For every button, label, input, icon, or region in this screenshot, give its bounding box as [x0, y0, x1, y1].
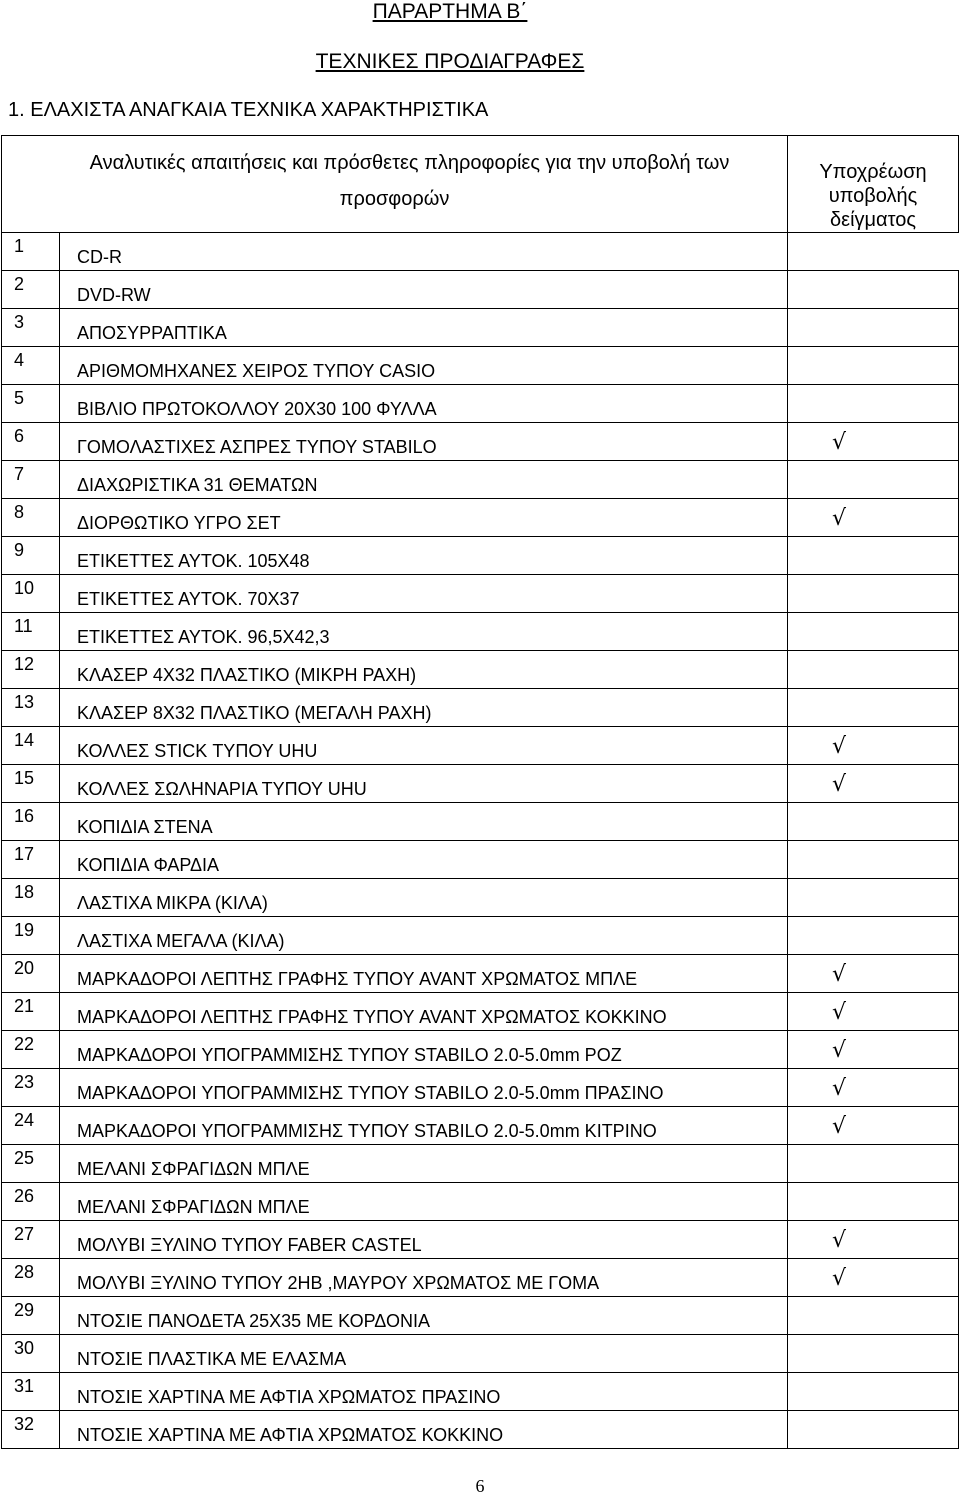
- table-row: [2, 993, 959, 1031]
- table-row: [2, 917, 959, 955]
- row-number-cell: [2, 309, 60, 347]
- row-description-cell: [60, 1335, 788, 1373]
- row-description-cell: [60, 1373, 788, 1411]
- row-number: 15: [14, 768, 35, 788]
- row-description: ΚΟΛΛΕΣ ΣΩΛΗΝΑΡΙΑ ΤΥΠΟΥ UHU: [77, 779, 367, 799]
- row-description-cell: [60, 841, 788, 879]
- row-sample-cell: [788, 1335, 959, 1373]
- row-number: 27: [14, 1224, 35, 1244]
- row-number-cell: [2, 1335, 60, 1373]
- row-sample-cell: [788, 1259, 959, 1297]
- row-description-cell: [60, 993, 788, 1031]
- row-number-cell: [2, 841, 60, 879]
- header-sample-required-label: Υποχρέωση υποβολής δείγματος: [819, 161, 927, 231]
- row-number-cell: [2, 1259, 60, 1297]
- header-description-line2: προσφορών: [339, 188, 450, 210]
- header-description-line1: Αναλυτικές απαιτήσεις και πρόσθετες πληροφορίες για την υποβολή των: [89, 152, 730, 174]
- table-row: [2, 613, 959, 651]
- row-number-cell: [2, 1221, 60, 1259]
- row-number-cell: [2, 1069, 60, 1107]
- row-description-cell: [60, 803, 788, 841]
- row-description: ΝΤΟΣΙΕ ΧΑΡΤΙΝΑ ΜΕ ΑΦΤΙΑ ΧΡΩΜΑΤΟΣ ΠΡΑΣΙΝΟ: [77, 1387, 501, 1407]
- row-description: ΝΤΟΣΙΕ ΠΑΝΟΔΕΤΑ 25Χ35 ΜΕ ΚΟΡΔΟΝΙΑ: [77, 1311, 430, 1331]
- row-sample-cell: [788, 1183, 959, 1221]
- row-description: ΜΑΡΚΑΔΟΡΟΙ ΛΕΠΤΗΣ ΓΡΑΦΗΣ ΤΥΠΟΥ AVANT ΧΡΩΜΑΤΟΣ ΜΠΛΕ: [77, 969, 638, 989]
- row-description-cell: [60, 1183, 788, 1221]
- row-number: 3: [14, 312, 25, 332]
- row-description-cell: [60, 575, 788, 613]
- row-description: ΕΤΙΚΕΤΤΕΣ ΑΥΤΟΚ. 70Χ37: [77, 589, 300, 609]
- table-row: [2, 461, 959, 499]
- table-row: [2, 347, 959, 385]
- table-row: [2, 1221, 959, 1259]
- table-row: [2, 879, 959, 917]
- table-row: [2, 1259, 959, 1297]
- row-description-cell: [60, 347, 788, 385]
- check-mark-icon: √: [832, 771, 847, 797]
- row-description: ΑΠΟΣΥΡΡΑΠΤΙΚΑ: [77, 323, 227, 343]
- table-row: [2, 1145, 959, 1183]
- check-mark-icon: √: [832, 505, 847, 531]
- row-description-cell: [60, 917, 788, 955]
- row-description: ΔΙΑΧΩΡΙΣΤΙΚΑ 31 ΘΕΜΑΤΩΝ: [77, 475, 318, 495]
- table-row: [2, 1183, 959, 1221]
- row-number: 25: [14, 1148, 35, 1168]
- row-sample-cell: [788, 917, 959, 955]
- table-row: [2, 841, 959, 879]
- row-sample-cell: [788, 1221, 959, 1259]
- table-body: [2, 233, 959, 1449]
- row-number: 22: [14, 1034, 35, 1054]
- table-row: [2, 689, 959, 727]
- row-description: ΜΕΛΑΝΙ ΣΦΡΑΓΙΔΩΝ ΜΠΛΕ: [77, 1197, 310, 1217]
- row-description: ΓΟΜΟΛΑΣΤΙΧΕΣ ΑΣΠΡΕΣ ΤΥΠΟΥ STABILO: [77, 437, 437, 457]
- row-description: ΚΟΠΙΔΙΑ ΣΤΕΝΑ: [77, 817, 213, 837]
- row-sample-cell: [788, 765, 959, 803]
- table-row: [2, 1031, 959, 1069]
- row-sample-cell: [788, 1411, 959, 1449]
- row-number: 7: [14, 464, 25, 484]
- row-number: 24: [14, 1110, 35, 1130]
- row-number: 31: [14, 1376, 35, 1396]
- row-number: 10: [14, 578, 35, 598]
- table-row: [2, 651, 959, 689]
- row-number-cell: [2, 613, 60, 651]
- row-description-cell: [60, 1221, 788, 1259]
- row-description-cell: [60, 689, 788, 727]
- row-description-cell: [60, 385, 788, 423]
- row-description-cell: [60, 651, 788, 689]
- row-description-cell: [60, 537, 788, 575]
- row-number-cell: [2, 1145, 60, 1183]
- annex-title: ΠΑΡΑΡΤΗΜΑ Β΄: [372, 0, 528, 23]
- section-title: 1. ΕΛΑΧΙΣΤΑ ΑΝΑΓΚΑΙΑ ΤΕΧΝΙΚΑ ΧΑΡΑΚΤΗΡΙΣΤΙΚΑ: [8, 99, 489, 121]
- row-sample-cell: [788, 841, 959, 879]
- row-number: 11: [14, 616, 33, 636]
- row-number: 32: [14, 1414, 35, 1434]
- row-description-cell: [60, 727, 788, 765]
- table-row: [2, 271, 959, 309]
- row-number: 18: [14, 882, 35, 902]
- row-description-cell: [60, 271, 788, 309]
- header-description: [2, 136, 788, 233]
- row-number-cell: [2, 727, 60, 765]
- check-mark-icon: √: [832, 733, 847, 759]
- row-description-cell: [60, 423, 788, 461]
- row-description-cell: [60, 879, 788, 917]
- row-number: 9: [14, 540, 25, 560]
- row-number: 8: [14, 502, 25, 522]
- table-row: [2, 385, 959, 423]
- row-number: 17: [14, 844, 35, 864]
- row-description: ΚΛΑΣΕΡ 8Χ32 ΠΛΑΣΤΙΚΟ (ΜΕΓΑΛΗ ΡΑΧΗ): [77, 703, 432, 723]
- row-description-cell: [60, 1069, 788, 1107]
- spec-title: ΤΕΧΝΙΚΕΣ ΠΡΟΔΙΑΓΡΑΦΕΣ: [315, 50, 585, 73]
- row-number-cell: [2, 1297, 60, 1335]
- row-number-cell: [2, 499, 60, 537]
- row-number-cell: [2, 461, 60, 499]
- row-number-cell: [2, 689, 60, 727]
- row-number: 28: [14, 1262, 35, 1282]
- check-mark-icon: √: [832, 429, 847, 455]
- row-description: DVD-RW: [77, 285, 151, 305]
- row-number-cell: [2, 575, 60, 613]
- check-mark-icon: √: [832, 1037, 847, 1063]
- row-description: ΜΑΡΚΑΔΟΡΟΙ ΥΠΟΓΡΑΜΜΙΣΗΣ ΤΥΠΟΥ STABILO 2.0-5.0mm ΚΙΤΡΙΝΟ: [77, 1121, 657, 1141]
- row-number: 12: [14, 654, 35, 674]
- row-description: ΚΟΛΛΕΣ STICK ΤΥΠΟΥ UHU: [77, 741, 318, 761]
- table-row: [2, 499, 959, 537]
- row-number: 14: [14, 730, 35, 750]
- row-description-cell: [60, 765, 788, 803]
- row-description-cell: [60, 1031, 788, 1069]
- row-number: 5: [14, 388, 25, 408]
- row-sample-cell: [788, 423, 959, 461]
- row-number: 30: [14, 1338, 35, 1358]
- row-number-cell: [2, 993, 60, 1031]
- row-number: 6: [14, 426, 25, 446]
- table-row: [2, 423, 959, 461]
- row-description: ΕΤΙΚΕΤΤΕΣ ΑΥΤΟΚ. 96,5Χ42,3: [77, 627, 330, 647]
- row-sample-cell: [788, 309, 959, 347]
- row-description: CD-R: [77, 247, 122, 267]
- page-number: 6: [475, 1476, 485, 1496]
- row-sample-cell: [788, 727, 959, 765]
- row-description-cell: [60, 1107, 788, 1145]
- row-description: ΜΑΡΚΑΔΟΡΟΙ ΥΠΟΓΡΑΜΜΙΣΗΣ ΤΥΠΟΥ STABILO 2.0-5.0mm ΠΡΑΣΙΝΟ: [77, 1083, 664, 1103]
- table-row: [2, 727, 959, 765]
- row-description: ΛΑΣΤΙΧΑ ΜΕΓΑΛΑ (ΚΙΛΑ): [77, 931, 285, 951]
- row-sample-cell: [788, 271, 959, 309]
- row-number-cell: [2, 879, 60, 917]
- row-sample-cell: [788, 385, 959, 423]
- table-row: [2, 575, 959, 613]
- table-row: [2, 1297, 959, 1335]
- row-sample-cell: [788, 1373, 959, 1411]
- check-mark-icon: √: [832, 999, 847, 1025]
- row-sample-cell: [788, 1031, 959, 1069]
- row-description: ΚΛΑΣΕΡ 4Χ32 ΠΛΑΣΤΙΚΟ (ΜΙΚΡΗ ΡΑΧΗ): [77, 665, 417, 685]
- row-number-cell: [2, 347, 60, 385]
- table-row: [2, 1335, 959, 1373]
- row-number-cell: [2, 385, 60, 423]
- row-number-cell: [2, 1373, 60, 1411]
- row-sample-cell: [788, 879, 959, 917]
- row-sample-cell: [788, 1069, 959, 1107]
- row-description: ΔΙΟΡΘΩΤΙΚΟ ΥΓΡΟ ΣΕΤ: [77, 513, 281, 533]
- table-row: [2, 1373, 959, 1411]
- table-row: [2, 1411, 959, 1449]
- row-number: 16: [14, 806, 35, 826]
- table-row: [2, 1069, 959, 1107]
- row-description: ΝΤΟΣΙΕ ΧΑΡΤΙΝΑ ΜΕ ΑΦΤΙΑ ΧΡΩΜΑΤΟΣ ΚΟΚΚΙΝΟ: [77, 1425, 504, 1445]
- row-description: ΜΟΛΥΒΙ ΞΥΛΙΝΟ ΤΥΠΟΥ 2HB ,ΜΑΥΡΟΥ ΧΡΩΜΑΤΟΣ ΜΕ ΓΟΜΑ: [77, 1273, 600, 1293]
- row-number: 29: [14, 1300, 35, 1320]
- row-number-cell: [2, 1411, 60, 1449]
- table-row: [2, 537, 959, 575]
- row-number: 2: [14, 274, 25, 294]
- row-description-cell: [60, 1297, 788, 1335]
- row-number: 20: [14, 958, 35, 978]
- table-row: [2, 309, 959, 347]
- row-description-cell: [60, 309, 788, 347]
- row-sample-cell: [788, 651, 959, 689]
- row-number-cell: [2, 233, 60, 271]
- row-description: ΛΑΣΤΙΧΑ ΜΙΚΡΑ (ΚΙΛΑ): [77, 893, 268, 913]
- row-description: ΒΙΒΛΙΟ ΠΡΩΤΟΚΟΛΛΟΥ 20Χ30 100 ΦΥΛΛΑ: [77, 399, 437, 419]
- row-sample-cell: [788, 461, 959, 499]
- table-row: [2, 1107, 959, 1145]
- row-description-cell: [60, 613, 788, 651]
- check-mark-icon: √: [832, 961, 847, 987]
- row-sample-cell: [788, 613, 959, 651]
- row-sample-cell: [788, 1107, 959, 1145]
- row-number: 23: [14, 1072, 35, 1092]
- row-number: 1: [14, 236, 25, 256]
- row-sample-cell: [788, 347, 959, 385]
- row-number-cell: [2, 423, 60, 461]
- row-number-cell: [2, 917, 60, 955]
- table-header-row: [2, 136, 959, 233]
- row-description-cell: [60, 233, 788, 271]
- row-number-cell: [2, 955, 60, 993]
- row-description: ΜΕΛΑΝΙ ΣΦΡΑΓΙΔΩΝ ΜΠΛΕ: [77, 1159, 310, 1179]
- specs-table: [1, 135, 959, 1449]
- row-description: ΕΤΙΚΕΤΤΕΣ ΑΥΤΟΚ. 105Χ48: [77, 551, 310, 571]
- row-description: ΑΡΙΘΜΟΜΗΧΑΝΕΣ ΧΕΙΡΟΣ ΤΥΠΟΥ CASIO: [77, 361, 436, 381]
- table-row: [2, 765, 959, 803]
- row-number-cell: [2, 537, 60, 575]
- row-description: ΜΑΡΚΑΔΟΡΟΙ ΛΕΠΤΗΣ ΓΡΑΦΗΣ ΤΥΠΟΥ AVANT ΧΡΩΜΑΤΟΣ ΚΟΚΚΙΝΟ: [77, 1007, 667, 1027]
- table-row: [2, 955, 959, 993]
- row-number: 21: [14, 996, 35, 1016]
- row-sample-cell: [788, 803, 959, 841]
- row-number-cell: [2, 1183, 60, 1221]
- row-sample-cell: [788, 689, 959, 727]
- row-number-cell: [2, 271, 60, 309]
- row-sample-cell: [788, 537, 959, 575]
- row-description: ΚΟΠΙΔΙΑ ΦΑΡΔΙΑ: [77, 855, 220, 875]
- row-sample-cell: [788, 1297, 959, 1335]
- row-description-cell: [60, 499, 788, 537]
- row-number: 13: [14, 692, 35, 712]
- check-mark-icon: √: [832, 1265, 847, 1291]
- header-sample-required: [788, 136, 959, 233]
- row-sample-cell: [788, 575, 959, 613]
- row-sample-cell: [788, 993, 959, 1031]
- row-description-cell: [60, 1145, 788, 1183]
- row-sample-cell: [788, 1145, 959, 1183]
- row-description-cell: [60, 461, 788, 499]
- row-description-cell: [60, 1259, 788, 1297]
- row-description: ΜΟΛΥΒΙ ΞΥΛΙΝΟ ΤΥΠΟΥ FABER CASTEL: [77, 1235, 422, 1255]
- row-number: 4: [14, 350, 25, 370]
- row-number: 26: [14, 1186, 35, 1206]
- row-number-cell: [2, 1031, 60, 1069]
- row-number-cell: [2, 803, 60, 841]
- row-number-cell: [2, 765, 60, 803]
- row-description: ΜΑΡΚΑΔΟΡΟΙ ΥΠΟΓΡΑΜΜΙΣΗΣ ΤΥΠΟΥ STABILO 2.0-5.0mm ΡΟΖ: [77, 1045, 622, 1065]
- row-description-cell: [60, 1411, 788, 1449]
- row-number: 19: [14, 920, 35, 940]
- row-number-cell: [2, 651, 60, 689]
- check-mark-icon: √: [832, 1113, 847, 1139]
- table-row: [2, 803, 959, 841]
- row-sample-cell: [788, 955, 959, 993]
- row-sample-cell: [788, 499, 959, 537]
- row-description: ΝΤΟΣΙΕ ΠΛΑΣΤΙΚΑ ΜΕ ΕΛΑΣΜΑ: [77, 1349, 347, 1369]
- check-mark-icon: √: [832, 1227, 847, 1253]
- row-description-cell: [60, 955, 788, 993]
- row-number-cell: [2, 1107, 60, 1145]
- table-row: [2, 233, 959, 271]
- check-mark-icon: √: [832, 1075, 847, 1101]
